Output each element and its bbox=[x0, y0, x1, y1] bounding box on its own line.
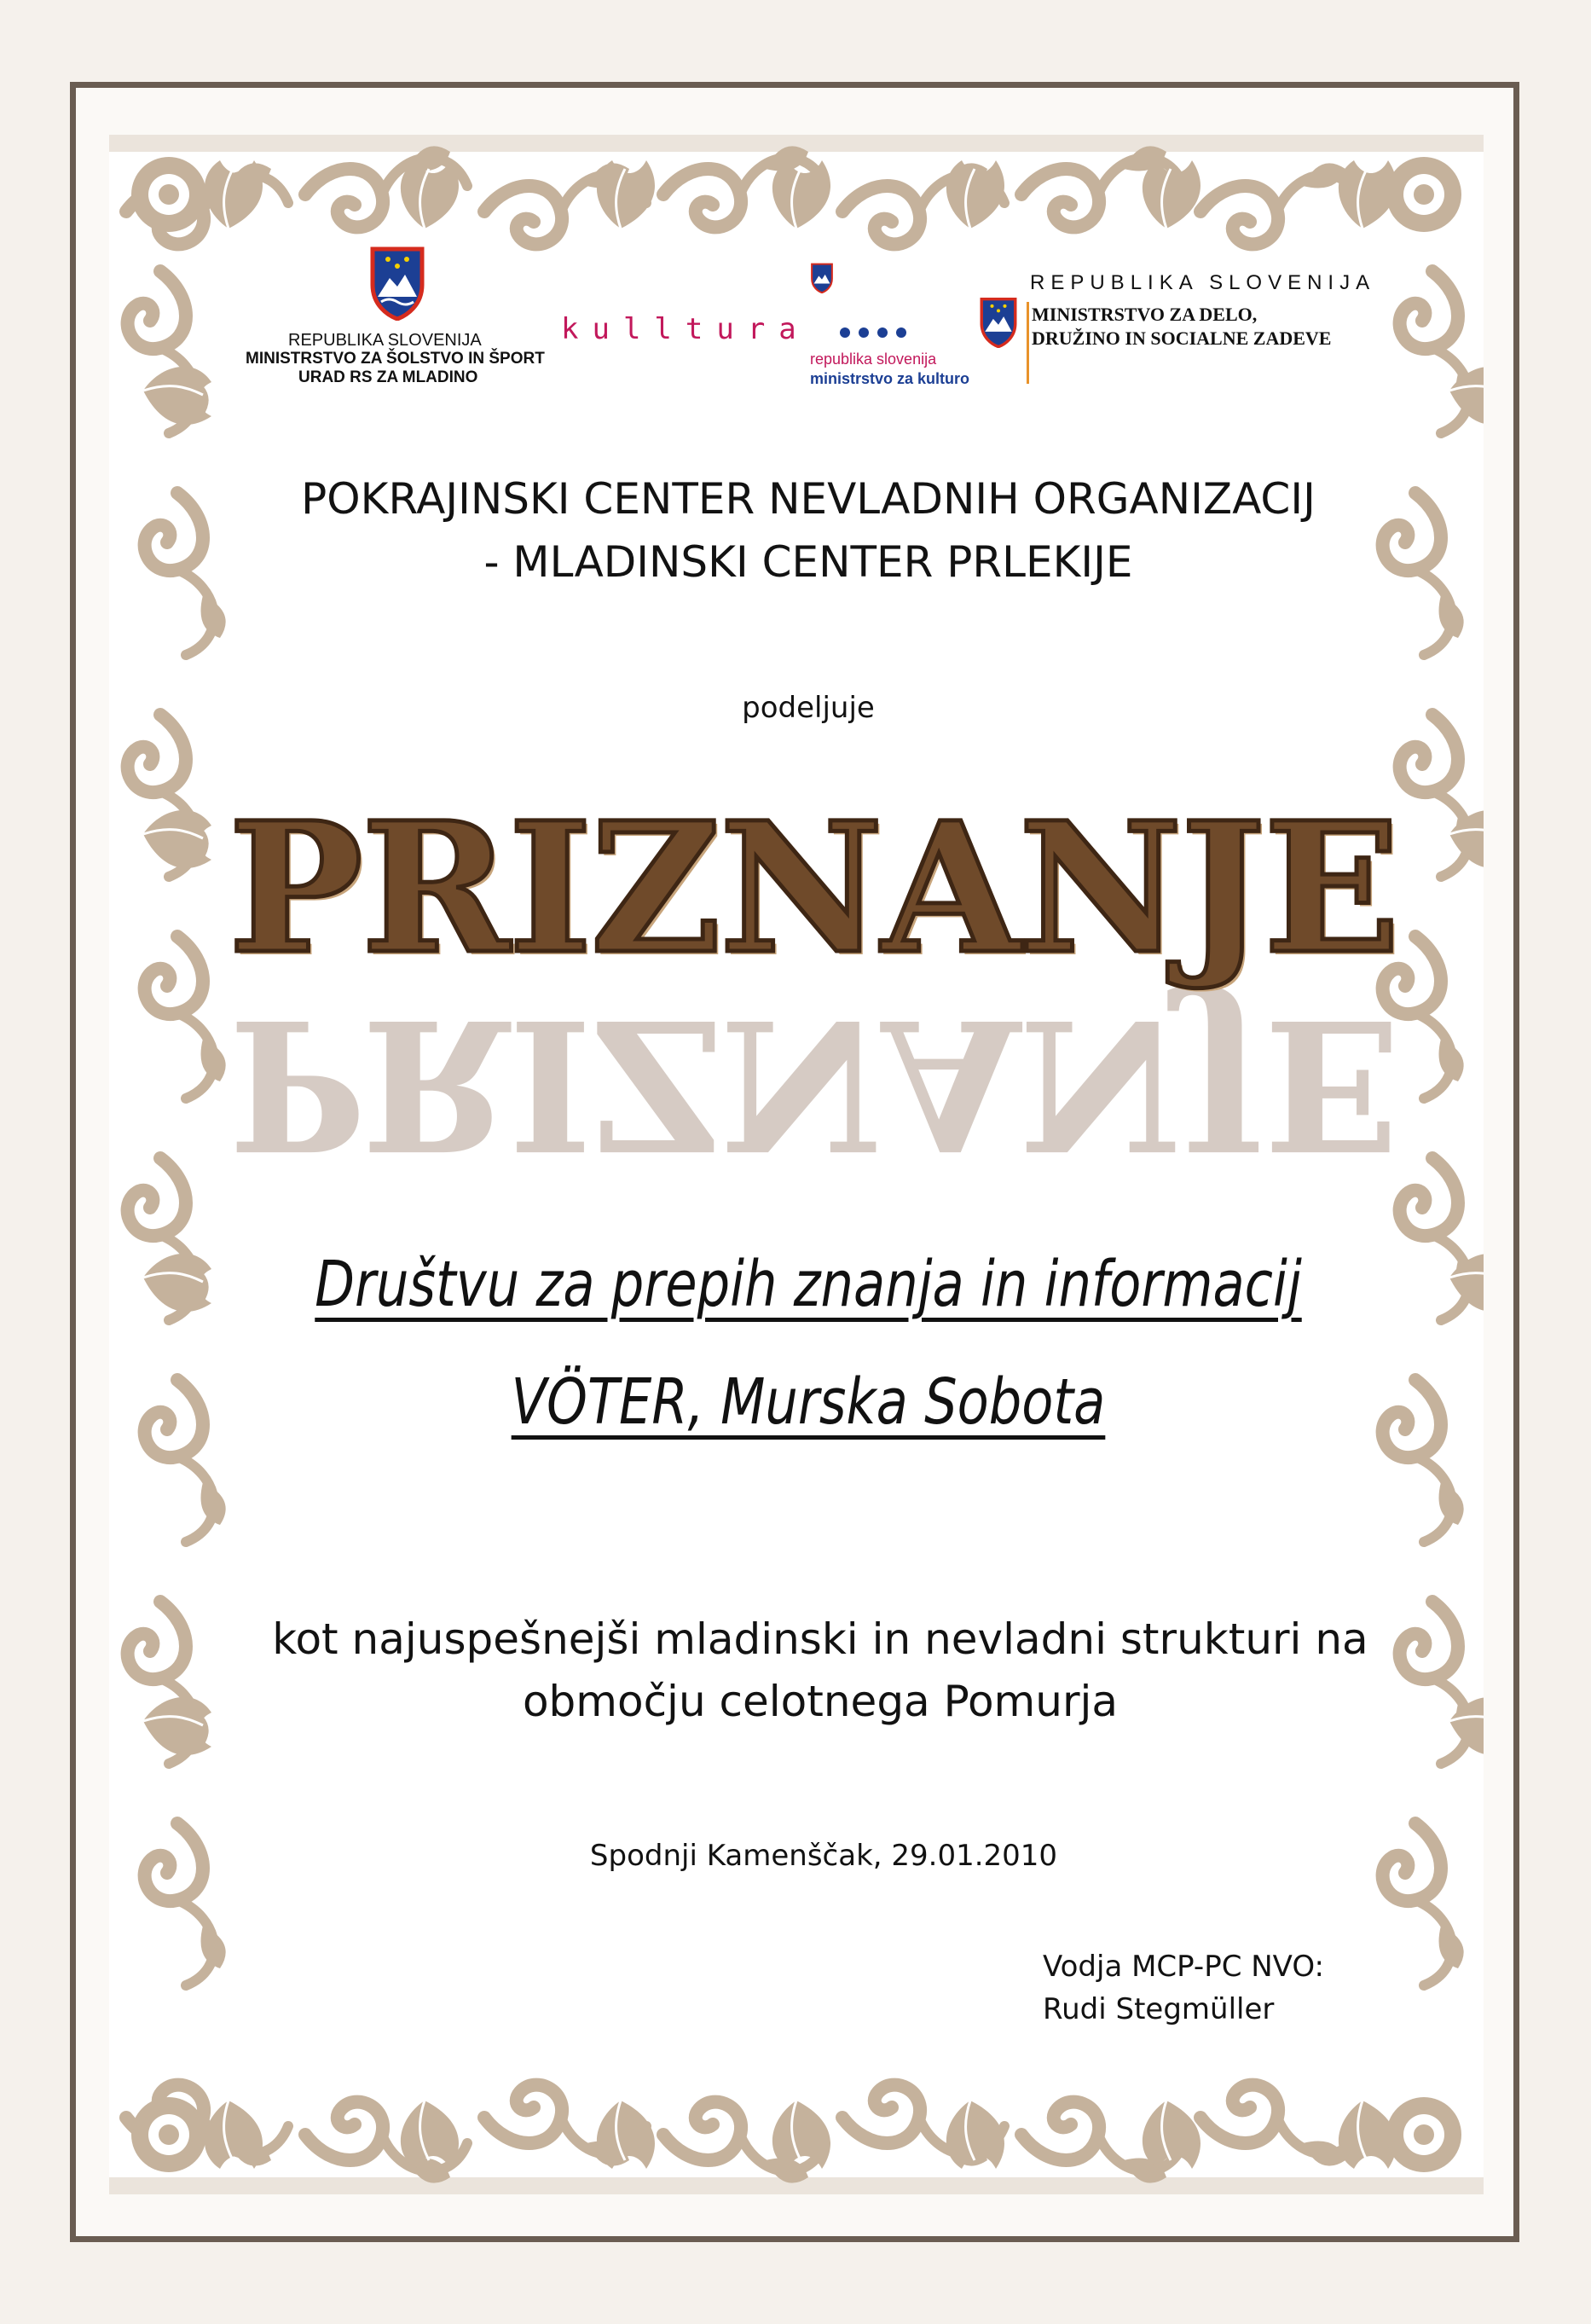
logo-ministry-culture bbox=[561, 263, 970, 399]
logo-divider bbox=[1027, 302, 1029, 384]
recipient-line2-text: VÖTER, Murska Sobota bbox=[511, 1365, 1106, 1439]
slovenia-crest-icon bbox=[810, 263, 834, 293]
certificate-title: PRIZNANJE bbox=[228, 783, 1399, 994]
logo-right-line1: MINISTRSTVO ZA DELO, bbox=[1032, 304, 1258, 325]
logo-left-line2: MINISTRSTVO ZA ŠOLSTVO IN ŠPORT bbox=[246, 350, 545, 368]
issuer-line1: POKRAJINSKI CENTER NEVLADNIH ORGANIZACIJ bbox=[301, 474, 1316, 524]
certificate-paper bbox=[109, 135, 1484, 2194]
signature-name: Rudi Stegmüller bbox=[1043, 1992, 1275, 2026]
recipient-line2 bbox=[245, 1365, 1372, 1439]
logo-right-line2: DRUŽINO IN SOCIALNE ZADEVE bbox=[1032, 327, 1332, 349]
logo-ministry-labour bbox=[979, 271, 1405, 391]
reason-line1: kot najuspešnejši mladinski in nevladni strukturi na bbox=[272, 1614, 1368, 1664]
slovenia-crest-icon bbox=[979, 297, 1018, 348]
logo-middle-line1: republika slovenija bbox=[810, 351, 937, 368]
title-reflection: PRIZNANJE bbox=[228, 979, 1399, 1190]
kultura-dots-icon bbox=[838, 324, 919, 341]
logo-left-line1: REPUBLIKA SLOVENIJA bbox=[288, 331, 482, 350]
awards-label: podeljuje bbox=[742, 691, 875, 725]
logo-middle-line2: ministrstvo za kulturo bbox=[810, 370, 970, 387]
place-date: Spodnji Kamenščak, 29.01.2010 bbox=[589, 1839, 1058, 1873]
kultura-wordmark: kulltura bbox=[561, 312, 810, 346]
border-top bbox=[109, 135, 1484, 244]
recipient-line1 bbox=[245, 1248, 1372, 1321]
border-bottom bbox=[109, 2085, 1484, 2194]
reason-line2: območju celotnega Pomurja bbox=[522, 1677, 1119, 1726]
logo-left-line3: URAD RS ZA MLADINO bbox=[298, 368, 478, 386]
slovenia-crest-icon bbox=[369, 246, 425, 321]
logo-right-heading: REPUBLIKA SLOVENIJA bbox=[1030, 271, 1376, 294]
recipient-line1-text: Društvu za prepih znanja in informacij bbox=[315, 1248, 1302, 1321]
issuer-line2: - MLADINSKI CENTER PRLEKIJE bbox=[483, 537, 1133, 587]
logo-ministry-education bbox=[237, 246, 561, 399]
signature-role: Vodja MCP-PC NVO: bbox=[1043, 1950, 1324, 1984]
